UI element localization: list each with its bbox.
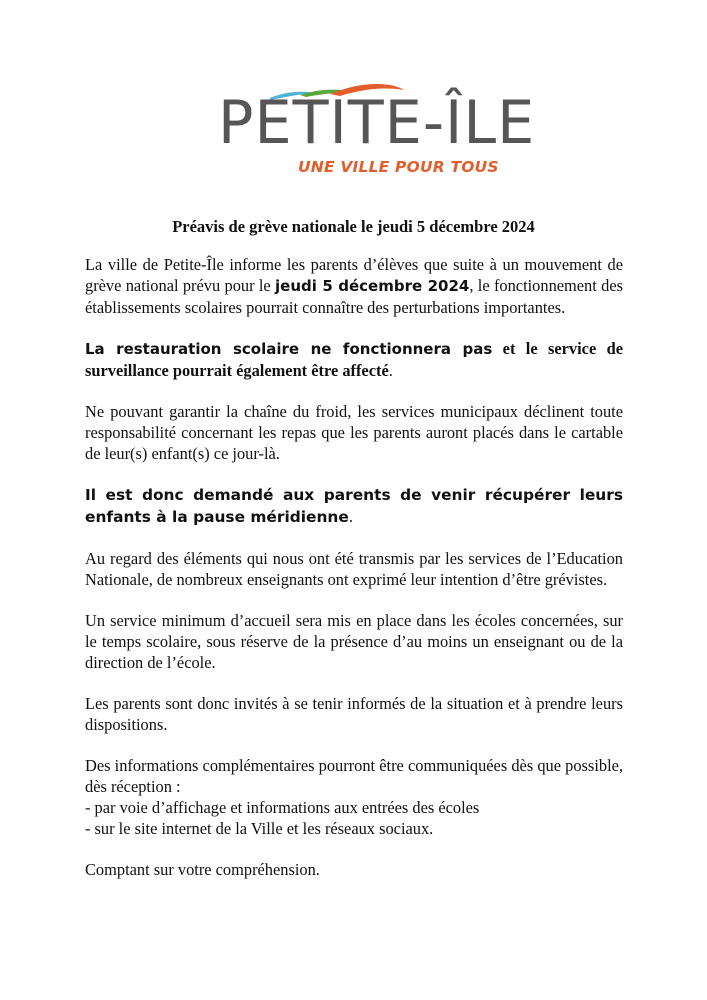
paragraph-pickup-request: Il est donc demandé aux parents de venir récupérer leurs enfants à la pause méridienne.: [85, 486, 623, 526]
surveillance-notice: et le service de surveillance pourrait également être affecté: [85, 339, 623, 380]
notice-body: [85, 254, 623, 900]
closing-line: Comptant sur votre compréhension.: [85, 860, 320, 879]
canteen-closed-notice: La restauration scolaire ne fonctionnera pas: [85, 340, 493, 358]
petite-ile-logo: [218, 80, 536, 180]
pickup-request: Il est donc demandé aux parents de venir récupérer leurs enfants à la pause méridienne: [85, 486, 623, 526]
paragraph-strike-intro: La ville de Petite-Île informe les parents d’élèves que suite à un mouvement de grève national prévu pour le jeudi 5 décembre 2024, le fonctionnement des établissements scolaires pourrait connaître des perturbations importantes.: [85, 255, 623, 317]
information-item: - sur le site internet de la Ville et les réseaux sociaux.: [85, 819, 434, 838]
strike-date: jeudi 5 décembre 2024: [275, 277, 470, 295]
paragraph-cold-chain: Ne pouvant garantir la chaîne du froid, les services municipaux déclinent toute responsabilité concernant les repas que les parents auront placés dans le cartable de leur(s) enfant(s) ce jour-là.: [85, 402, 623, 463]
paragraph-teachers: Au regard des éléments qui nous ont été transmis par les services de l’Education Nationale, de nombreux enseignants ont exprimé leur intention d’être grévistes.: [85, 549, 623, 589]
notice-title: Préavis de grève nationale le jeudi 5 décembre 2024: [172, 217, 535, 236]
information-item: - par voie d’affichage et informations aux entrées des écoles: [85, 798, 480, 817]
paragraph-minimum-service: Un service minimum d’accueil sera mis en place dans les écoles concernées, sur le temps scolaire, sous réserve de la présence d’au moins un enseignant ou de la direction de l’école.: [85, 611, 623, 672]
paragraph-stay-informed: Les parents sont donc invités à se tenir informés de la situation et à prendre leurs dispositions.: [85, 694, 623, 734]
logo-wordmark: PETITE-ÎLE: [218, 88, 536, 158]
information-intro: Des informations complémentaires pourront être communiquées dès que possible, dès réception :: [85, 756, 623, 796]
paragraph-canteen: La restauration scolaire ne fonctionnera pas et le service de surveillance pourrait également être affecté.: [85, 339, 623, 380]
paragraph-information: [85, 755, 623, 839]
logo-tagline: UNE VILLE POUR TOUS: [298, 158, 499, 176]
